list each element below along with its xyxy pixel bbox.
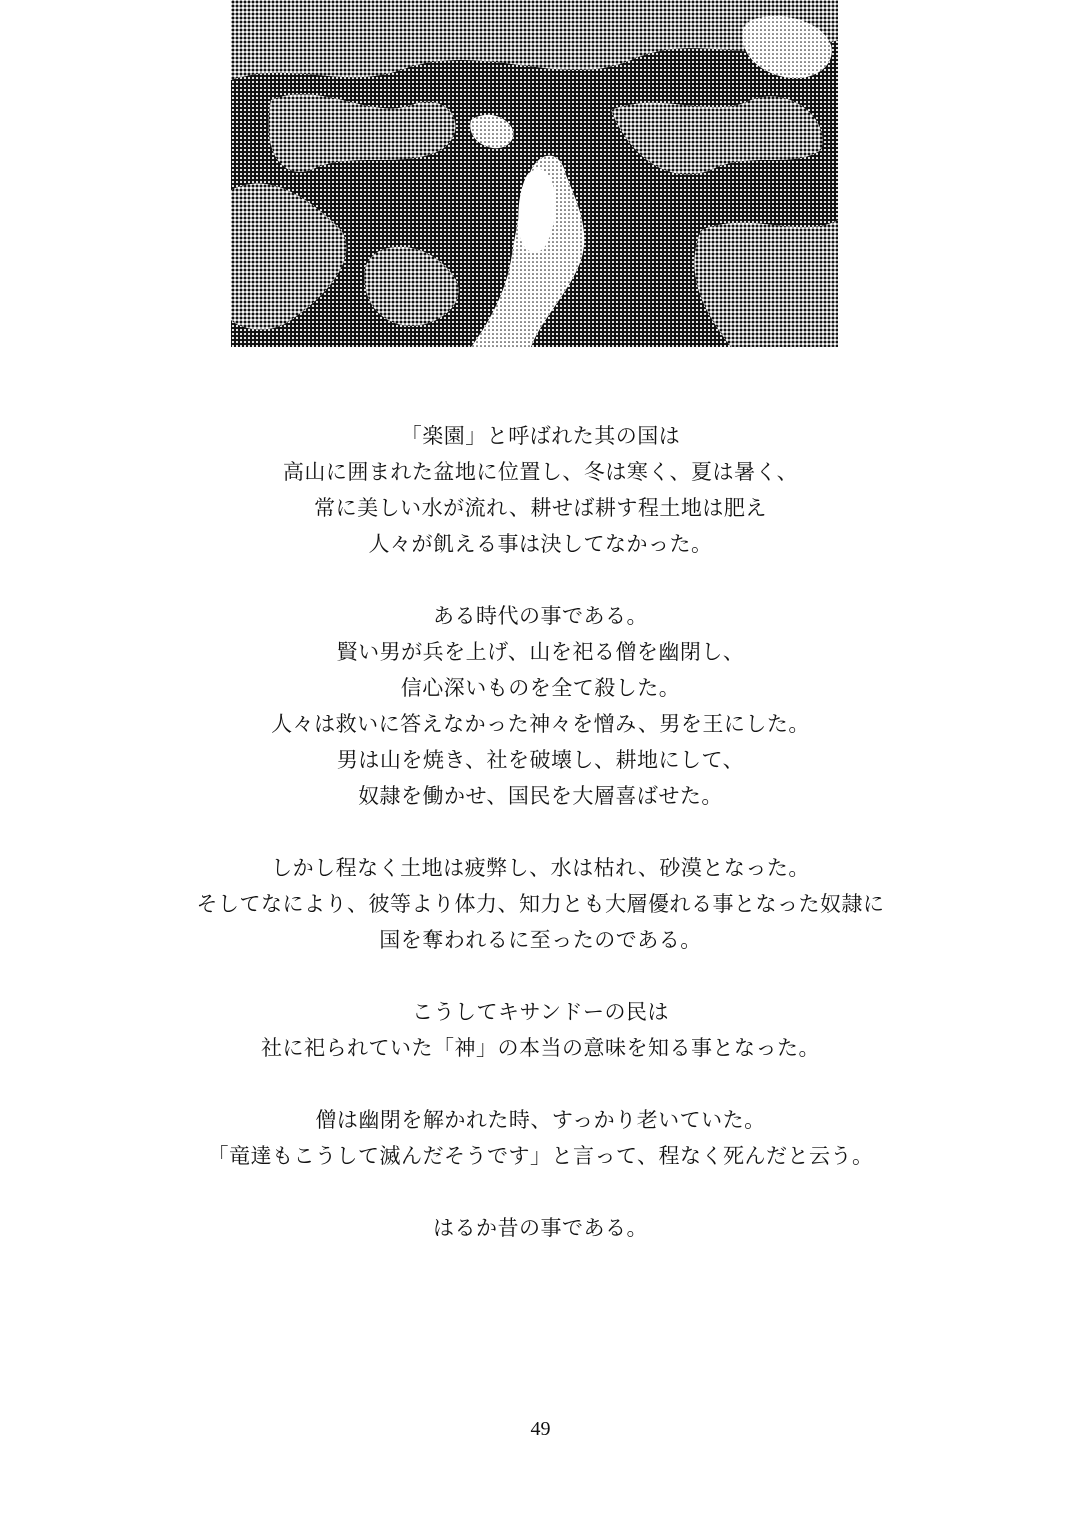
story-text (0, 418, 1081, 1282)
paragraph-4 (0, 994, 1081, 1066)
paragraph-6 (0, 1210, 1081, 1246)
text-line: 人々が飢える事は決してなかった。 (368, 532, 713, 556)
paragraph-3 (0, 850, 1081, 958)
text-line: 信心深いものを全て殺した。 (400, 676, 681, 700)
text-line: 「竜達もこうして滅んだそうです」と言って、程なく死んだと云う。 (207, 1144, 874, 1168)
text-line: そしてなにより、彼等より体力、知力とも大層優れる事となった奴隷に (196, 892, 885, 916)
text-line: はるか昔の事である。 (433, 1216, 648, 1240)
paragraph-2 (0, 598, 1081, 814)
paragraph-5 (0, 1102, 1081, 1174)
text-line: 常に美しい水が流れ、耕せば耕す程土地は肥え (314, 496, 767, 520)
page-number: 49 (530, 1418, 551, 1440)
text-line: 人々は救いに答えなかった神々を憎み、男を王にした。 (271, 712, 810, 736)
text-line: 奴隷を働かせ、国民を大層喜ばせた。 (358, 784, 723, 808)
halftone-illustration (231, 0, 838, 347)
text-line: 男は山を焼き、社を破壊し、耕地にして、 (336, 748, 745, 772)
forest-river-image (231, 0, 838, 347)
paragraph-1 (0, 418, 1081, 562)
text-line: 社に祀られていた「神」の本当の意味を知る事となった。 (261, 1036, 820, 1060)
text-line: 国を奪われるに至ったのである。 (379, 928, 702, 952)
text-line: 賢い男が兵を上げ、山を祀る僧を幽閉し、 (336, 640, 745, 664)
text-line: こうしてキサンドーの民は (412, 1000, 669, 1024)
text-line: 僧は幽閉を解かれた時、すっかり老いていた。 (315, 1108, 766, 1132)
text-line: ある時代の事である。 (433, 604, 648, 628)
text-line: しかし程なく土地は疲弊し、水は枯れ、砂漠となった。 (271, 856, 810, 880)
text-line: 高山に囲まれた盆地に位置し、冬は寒く、夏は暑く、 (282, 460, 799, 484)
text-line: 「楽園」と呼ばれた其の国は (400, 424, 681, 448)
